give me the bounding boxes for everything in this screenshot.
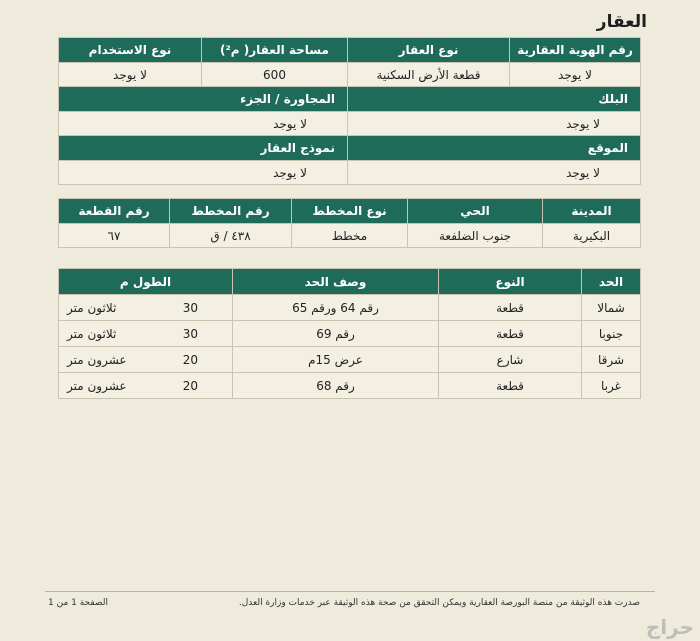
border-description: رقم 69 — [233, 321, 439, 347]
border-length-text: ثلاثون متر — [67, 300, 117, 315]
border-length-number: 20 — [182, 378, 198, 393]
header-plan-type: نوع المخطط — [292, 199, 408, 224]
header-property-type: نوع العقار — [348, 38, 510, 63]
header-border-direction: الحد — [582, 269, 641, 295]
plan-value-row — [59, 224, 641, 248]
border-type: شارع — [439, 347, 582, 373]
property-value-row-2 — [59, 112, 641, 136]
border-direction: شمالا — [582, 295, 641, 321]
value-district: جنوب الضلفعة — [408, 224, 543, 248]
value-usage-type: لا يوجد — [59, 63, 202, 87]
value-property-model: لا يوجد — [59, 161, 348, 185]
borders-header-row — [59, 269, 641, 295]
border-direction: جنوبا — [582, 321, 641, 347]
property-header-row-2 — [59, 87, 641, 112]
value-plot-number: ٦٧ — [59, 224, 170, 248]
border-type: قطعة — [439, 295, 582, 321]
value-property-type: قطعة الأرض السكنية — [348, 63, 510, 87]
header-district: الحي — [408, 199, 543, 224]
table-row — [59, 347, 641, 373]
header-property-id: رقم الهوية العقارية — [510, 38, 641, 63]
border-length-number: 30 — [182, 300, 198, 315]
header-border-type: النوع — [439, 269, 582, 295]
header-border-length: الطول م — [59, 269, 233, 295]
plan-header-row — [59, 199, 641, 224]
value-plan-type: مخطط — [292, 224, 408, 248]
header-property-model: نموذج العقار — [59, 136, 348, 161]
borders-table — [58, 268, 641, 399]
header-plan-number: رقم المخطط — [170, 199, 292, 224]
border-length-number: 20 — [182, 352, 198, 367]
border-length-number: 30 — [182, 326, 198, 341]
value-plan-number: ٤٣٨ / ق — [170, 224, 292, 248]
page-number: الصفحة 1 من 1 — [48, 598, 108, 608]
value-city: البكيرية — [543, 224, 641, 248]
border-direction: شرقا — [582, 347, 641, 373]
property-info-table — [58, 37, 641, 185]
value-property-area: 600 — [202, 63, 348, 87]
border-description: رقم 68 — [233, 373, 439, 399]
border-description: رقم 64 ورقم 65 — [233, 295, 439, 321]
header-location: الموقع — [348, 136, 641, 161]
border-direction: غربا — [582, 373, 641, 399]
border-type: قطعة — [439, 321, 582, 347]
border-length-text: عشرون متر — [67, 352, 127, 367]
header-city: المدينة — [543, 199, 641, 224]
value-location: لا يوجد — [348, 161, 641, 185]
border-description: عرض 15م — [233, 347, 439, 373]
header-border-description: وصف الحد — [233, 269, 439, 295]
border-length-text: عشرون متر — [67, 378, 127, 393]
table-row — [59, 295, 641, 321]
value-neighborhood-part: لا يوجد — [59, 112, 348, 136]
property-value-row-1 — [59, 63, 641, 87]
border-length-cell — [59, 373, 233, 399]
header-block: البلك — [348, 87, 641, 112]
plan-info-table — [58, 198, 641, 248]
value-property-id: لا يوجد — [510, 63, 641, 87]
footer-note: صدرت هذه الوثيقة من منصة البورصة العقارية ويمكن التحقق من صحة هذه الوثيقة عبر خدمات وزارة العدل. — [238, 598, 640, 608]
watermark-logo: حراج — [645, 615, 694, 639]
border-length-cell — [59, 321, 233, 347]
border-length-cell — [59, 347, 233, 373]
table-row — [59, 373, 641, 399]
property-header-row-1 — [59, 38, 641, 63]
section-title: العقار — [596, 12, 647, 32]
header-plot-number: رقم القطعة — [59, 199, 170, 224]
footer-divider — [45, 591, 655, 592]
header-usage-type: نوع الاستخدام — [59, 38, 202, 63]
header-property-area: مساحة العقار( م²) — [202, 38, 348, 63]
value-block: لا يوجد — [348, 112, 641, 136]
property-header-row-3 — [59, 136, 641, 161]
border-length-cell — [59, 295, 233, 321]
header-neighborhood-part: المجاورة / الجزء — [59, 87, 348, 112]
property-value-row-3 — [59, 161, 641, 185]
border-length-text: ثلاثون متر — [67, 326, 117, 341]
border-type: قطعة — [439, 373, 582, 399]
table-row — [59, 321, 641, 347]
